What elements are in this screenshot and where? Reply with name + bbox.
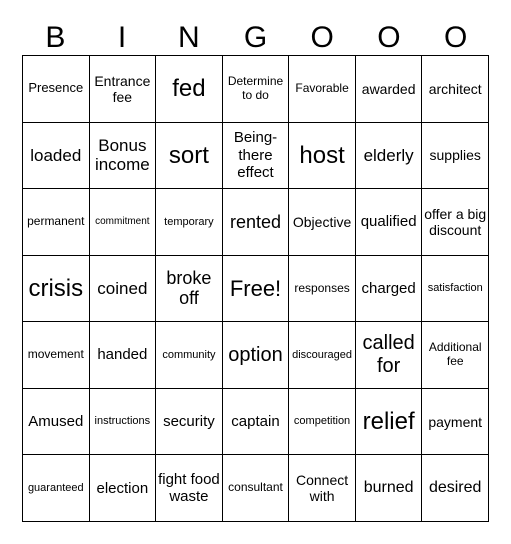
bingo-cell[interactable]: guaranteed [23, 455, 90, 522]
header-letter-o-1: O [310, 21, 334, 54]
bingo-cell[interactable]: Additional fee [422, 322, 489, 389]
bingo-cell[interactable]: coined [90, 256, 157, 323]
bingo-cell[interactable]: supplies [422, 123, 489, 190]
bingo-header [22, 18, 489, 58]
bingo-cell[interactable]: handed [90, 322, 157, 389]
bingo-cell[interactable]: offer a big discount [422, 189, 489, 256]
bingo-cell[interactable]: sort [156, 123, 223, 190]
bingo-cell[interactable]: burned [356, 455, 423, 522]
bingo-cell[interactable]: broke off [156, 256, 223, 323]
bingo-cell[interactable]: Being-there effect [223, 123, 290, 190]
bingo-cell[interactable]: Favorable [289, 56, 356, 123]
bingo-cell[interactable]: relief [356, 389, 423, 456]
header-letter-i: I [117, 21, 127, 54]
bingo-cell[interactable]: commitment [90, 189, 157, 256]
header-letter-o-2: O [377, 21, 401, 54]
bingo-cell[interactable]: payment [422, 389, 489, 456]
bingo-cell[interactable]: temporary [156, 189, 223, 256]
bingo-cell[interactable]: Presence [23, 56, 90, 123]
bingo-cell[interactable]: loaded [23, 123, 90, 190]
bingo-cell[interactable]: consultant [223, 455, 290, 522]
bingo-cell[interactable]: host [289, 123, 356, 190]
bingo-cell[interactable]: satisfaction [422, 256, 489, 323]
bingo-cell[interactable]: Objective [289, 189, 356, 256]
bingo-board [22, 55, 489, 522]
bingo-cell[interactable]: Determine to do [223, 56, 290, 123]
bingo-cell[interactable]: discouraged [289, 322, 356, 389]
header-letter-o-3: O [443, 21, 468, 54]
bingo-cell[interactable]: election [90, 455, 157, 522]
bingo-cell[interactable]: Free! [223, 256, 290, 323]
bingo-cell[interactable]: security [156, 389, 223, 456]
bingo-cell[interactable]: qualified [356, 189, 423, 256]
bingo-cell[interactable]: option [223, 322, 290, 389]
bingo-cell[interactable]: Bonus income [90, 123, 157, 190]
bingo-cell[interactable]: called for [356, 322, 423, 389]
bingo-cell[interactable]: movement [23, 322, 90, 389]
bingo-cell[interactable]: fed [156, 56, 223, 123]
bingo-cell[interactable]: desired [422, 455, 489, 522]
bingo-cell[interactable]: architect [422, 56, 489, 123]
bingo-cell[interactable]: crisis [23, 256, 90, 323]
bingo-cell[interactable]: Connect with [289, 455, 356, 522]
bingo-cell[interactable]: awarded [356, 56, 423, 123]
bingo-cell[interactable]: rented [223, 189, 290, 256]
bingo-cell[interactable]: instructions [90, 389, 157, 456]
header-letter-g: G [243, 21, 268, 54]
bingo-cell[interactable]: competition [289, 389, 356, 456]
bingo-cell[interactable]: Entrance fee [90, 56, 157, 123]
bingo-cell[interactable]: permanent [23, 189, 90, 256]
header-letter-n: N [177, 21, 200, 54]
bingo-cell[interactable]: captain [223, 389, 290, 456]
header-letter-b: B [45, 21, 66, 54]
bingo-cell[interactable]: responses [289, 256, 356, 323]
bingo-cell[interactable]: charged [356, 256, 423, 323]
bingo-cell[interactable]: Amused [23, 389, 90, 456]
bingo-cell[interactable]: fight food waste [156, 455, 223, 522]
bingo-cell[interactable]: community [156, 322, 223, 389]
bingo-cell[interactable]: elderly [356, 123, 423, 190]
